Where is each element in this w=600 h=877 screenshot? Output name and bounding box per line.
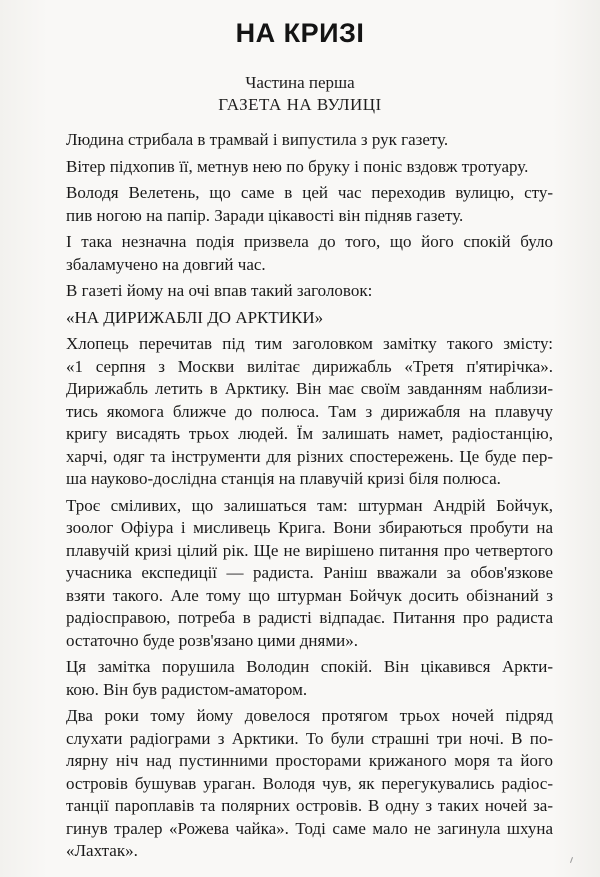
paragraph	[66, 307, 553, 330]
text-line: пив ногою на папір. Заради цікавості він підняв газету.	[66, 205, 464, 225]
chapter-title: НА КРИЗІ	[235, 18, 365, 48]
text-line: ша науково-дослідна станція на плавучій кризі біля полюса.	[66, 469, 501, 488]
text-line: «1 серпня з Москви вилітає дирижабль «Третя п'ятирічка».	[66, 356, 553, 376]
paragraph	[66, 156, 553, 179]
text-line: плавучій кризі цілий рік. Ще не вирішено питання про четвертого	[66, 540, 553, 560]
text-line: «НА ДИРИЖАБЛІ ДО АРКТИКИ»	[66, 307, 324, 327]
body-text	[66, 129, 553, 863]
text-line: Людина стрибала в трамвай і випустила з рук газету.	[66, 130, 449, 149]
text-line: Володя Велетень, що саме в цей час переходив вулицю, сту-	[66, 183, 553, 202]
paragraph	[66, 495, 553, 653]
text-line: збаламучено на довгий час.	[66, 254, 266, 274]
text-line: Дирижабль летить в Арктику. Він має своїм завданням наблизи-	[66, 379, 553, 398]
text-line: гинув тралер «Рожева чайка». Тоді саме мало не загинула шхуна	[66, 818, 553, 838]
part-label: Частина перша	[245, 73, 355, 92]
paragraph	[66, 231, 553, 276]
text-line: взяти такого. Але тому що штурман Бойчук досить обізнаний з	[66, 585, 553, 605]
part-title: ГАЗЕТА НА ВУЛИЦІ	[218, 95, 382, 114]
text-line: Два роки тому йому довелося протягом трьох ночей підряд	[66, 706, 553, 725]
paragraph	[66, 129, 553, 152]
text-line: остаточно буде розв'язано цими днями».	[66, 630, 358, 650]
paragraph	[66, 656, 553, 701]
paragraph	[66, 182, 553, 227]
text-line: радіосправою, потреба в радисті відпадає. Питання про радиста	[66, 608, 553, 627]
text-line: танції пароплавів та полярних островів. В одну з таких ночей за-	[66, 796, 553, 815]
text-line: Хлопець перечитав під тим заголовком замітку такого змісту:	[66, 334, 553, 353]
text-line: В газеті йому на очі впав такий заголовок:	[66, 281, 373, 300]
text-line: Ця замітка порушила Володин спокій. Він цікавився Аркти-	[66, 657, 553, 676]
paragraph	[66, 280, 553, 303]
paragraph	[66, 705, 553, 863]
text-line: «Лахтак».	[66, 841, 138, 860]
text-line: І така незначна подія призвела до того, що його спокій було	[66, 232, 553, 251]
text-line: харчі, одяг та інструменти для різних спостережень. Це буде пер-	[66, 446, 553, 466]
text-line: тись якомога ближче до полюса. Там з дирижабля на плавучу	[66, 401, 553, 421]
text-line: учасника експедиції — радиста. Раніш вважали за обов'язкове	[66, 563, 553, 582]
text-line: островів бушував ураган. Володя чув, як перегукувались радіос-	[66, 773, 553, 793]
text-line: слухати радіограми з Арктики. То були страшні три ночі. В по-	[66, 728, 553, 748]
text-line: Вітер підхопив її, метнув нею по бруку і поніс вздовж тротуару.	[66, 156, 529, 176]
text-line: кригу висадять трьох людей. Їм залишать намет, радіостанцію,	[66, 424, 553, 443]
page-mark	[570, 857, 573, 863]
text-line: Троє сміливих, що залишаться там: штурман Андрій Бойчук,	[66, 495, 553, 515]
text-line: лярну ніч над пустинними просторами крижаного моря та його	[66, 751, 553, 770]
text-line: кою. Він був радистом-аматором.	[66, 679, 308, 699]
text-line: зоолог Офіура і мисливець Крига. Вони збираються пробути на	[66, 518, 553, 537]
paragraph	[66, 333, 553, 491]
